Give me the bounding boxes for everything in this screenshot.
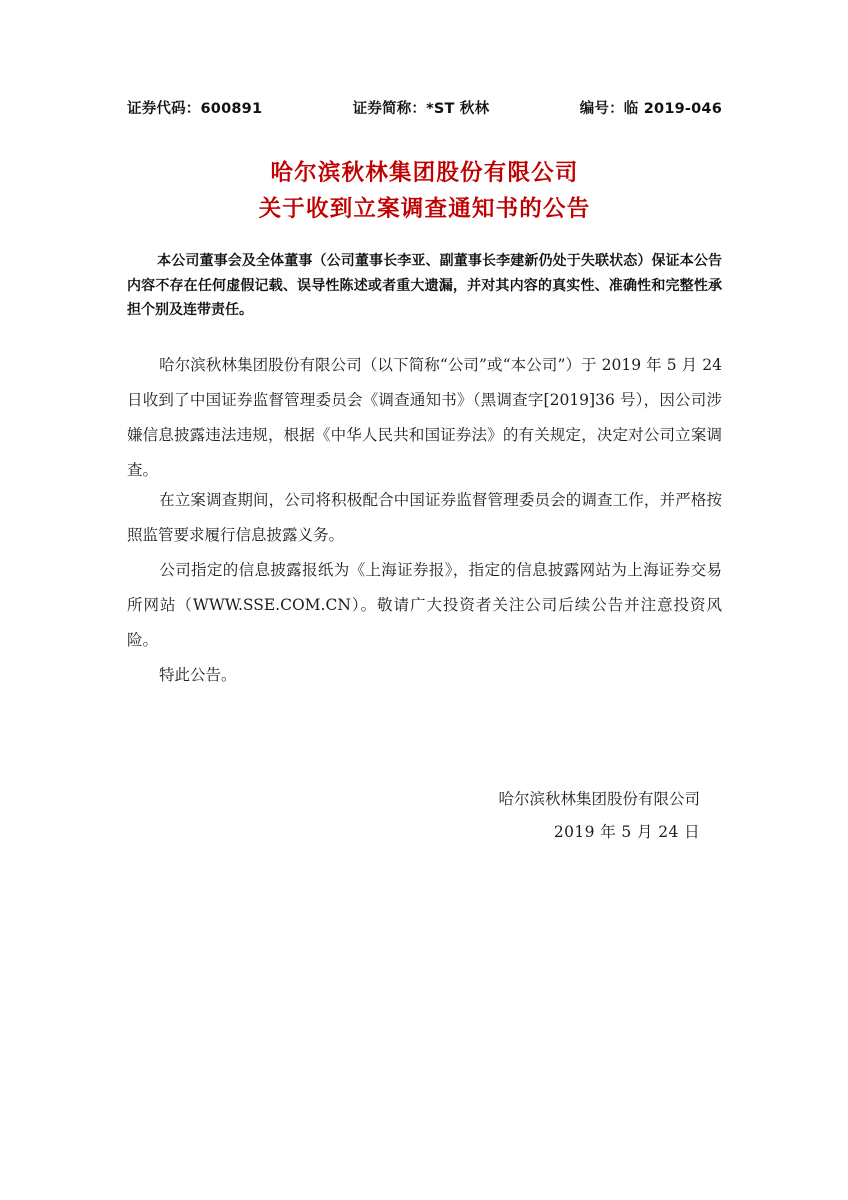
body-paragraph-text: 哈尔滨秋林集团股份有限公司（以下简称“公司”或“本公司”）于 2019 年 5 月 24 日收到了中国证券监督管理委员会《调查通知书》（黑调查字[2019]36 号），因公司涉嫌信息披露违法违规，根据《中华人民共和国证券法》的有关规定，决定对公司立案调查。 — [127, 356, 722, 479]
body-paragraph — [127, 658, 722, 693]
security-abbreviation: 证券简称：*ST 秋林 — [352, 101, 490, 117]
title-line-subject: 关于收到立案调查通知书的公告 — [258, 196, 591, 222]
signature-company: 哈尔滨秋林集团股份有限公司 — [498, 790, 700, 808]
body-paragraph-text: 在立案调查期间，公司将积极配合中国证券监督管理委员会的调查工作，并严格按照监管要求履行信息披露义务。 — [127, 491, 722, 544]
announcement-number: 编号：临 2019-046 — [579, 101, 722, 117]
page-title — [127, 155, 722, 227]
document-header — [127, 97, 722, 118]
signature-block — [127, 783, 722, 849]
signature-date: 2019 年 5 月 24 日 — [553, 823, 700, 841]
security-code: 证券代码：600891 — [127, 101, 263, 117]
title-line-company: 哈尔滨秋林集团股份有限公司 — [270, 160, 579, 186]
body-paragraph-text: 公司指定的信息披露报纸为《上海证券报》，指定的信息披露网站为上海证券交易所网站（WWW.SSE.COM.CN）。敬请广大投资者关注公司后续公告并注意投资风险。 — [127, 561, 722, 649]
body-paragraph — [127, 348, 722, 488]
body-paragraph — [127, 483, 722, 553]
disclaimer-statement — [127, 249, 722, 323]
body-paragraph — [127, 553, 722, 658]
disclaimer-text: 本公司董事会及全体董事（公司董事长李亚、副董事长李建新仍处于失联状态）保证本公告内容不存在任何虚假记载、误导性陈述或者重大遗漏，并对其内容的真实性、准确性和完整性承担个别及连带责任。 — [127, 253, 722, 318]
body-paragraph-text: 特此公告。 — [159, 666, 237, 684]
